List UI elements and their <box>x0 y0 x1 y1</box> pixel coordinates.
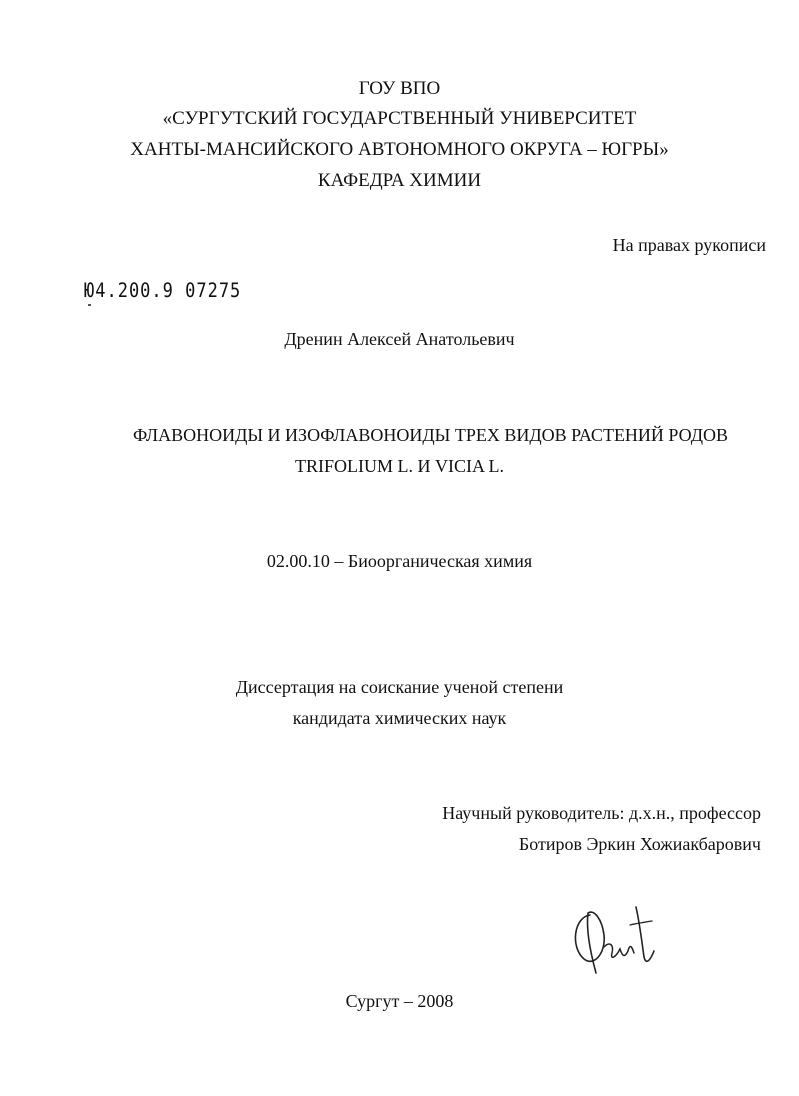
handwritten-signature <box>560 895 670 985</box>
registration-stamp-number: Ю4.200.9 07275 <box>84 279 242 303</box>
stamp-mark <box>88 304 91 306</box>
university-name-line2: ХАНТЫ-МАНСИЙСКОГО АВТОНОМНОГО ОКРУГА – ЮГРЫ» <box>130 139 669 160</box>
supervisor-name: Ботиров Эркин Хожиакбарович <box>518 834 761 854</box>
thesis-title-line1: ФЛАВОНОИДЫ И ИЗОФЛАВОНОИДЫ ТРЕХ ВИДОВ РАСТЕНИЙ РОДОВ <box>133 425 729 445</box>
dissertation-degree-line1: Диссертация на соискание ученой степени <box>235 677 564 697</box>
thesis-title-line2: TRIFOLIUM L. И VICIA L. <box>295 456 504 476</box>
specialty-code: 02.00.10 – Биоорганическая химия <box>266 551 533 571</box>
city-year: Сургут – 2008 <box>345 991 454 1011</box>
dissertation-degree-line2: кандидата химических наук <box>292 708 507 728</box>
supervisor-title: Научный руководитель: д.х.н., профессор <box>442 803 761 823</box>
author-name: Дренин Алексей Анатольевич <box>284 329 515 349</box>
department-name: КАФЕДРА ХИМИИ <box>317 170 482 191</box>
university-name-line1: «СУРГУТСКИЙ ГОСУДАРСТВЕННЫЙ УНИВЕРСИТЕТ <box>162 108 637 129</box>
manuscript-rights-note: На правах рукописи <box>612 235 766 255</box>
org-type: ГОУ ВПО <box>358 78 441 99</box>
